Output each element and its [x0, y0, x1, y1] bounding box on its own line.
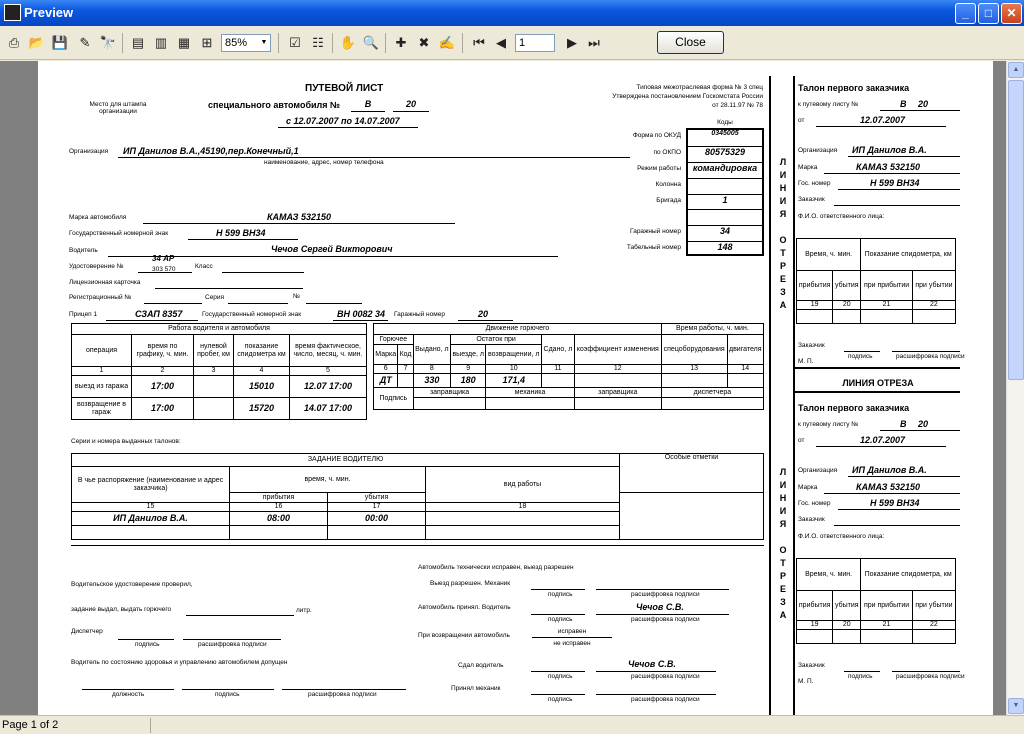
stub-fio-label: Ф.И.О. ответственного лица: [798, 213, 885, 220]
cut-letter: О [779, 545, 787, 555]
cut-letter: И [779, 480, 787, 490]
scroll-thumb[interactable] [1008, 80, 1024, 380]
health-label: Водитель по состоянию здоровья и управлению автомобилем допущен [71, 659, 288, 666]
cut-letter: Е [779, 274, 786, 284]
liters-label: литр. [296, 607, 312, 614]
code-value: командировка [692, 163, 758, 173]
page-number-input[interactable] [515, 34, 555, 52]
code-label: по ОКПО [653, 149, 681, 156]
stub-table: Время, ч. мин. Показание спидометра, км прибытия убытия при прибытии при убытии 19 20 21 22 [796, 558, 956, 644]
find-icon[interactable]: 🔭 [99, 35, 117, 50]
codes-header: Коды [717, 119, 733, 126]
tech-ok-label: Автомобиль технически исправен, выезд разрешен [418, 564, 574, 571]
cut-letter [777, 531, 789, 544]
license-label: Удостоверение № [69, 263, 124, 270]
title-bar [0, 0, 1024, 26]
doc-number: 20 [405, 99, 416, 109]
table-row: выезд из гаража 17:00 15010 12.07 17:00 [72, 376, 367, 398]
cut-letter: Е [779, 584, 786, 594]
close-window-button[interactable]: ✕ [1001, 3, 1022, 24]
stub-cust-label: Заказчик [798, 196, 825, 203]
open-icon[interactable]: 📂 [28, 35, 46, 50]
cut-letter: И [779, 170, 787, 180]
task-label: задание выдал, выдать горючего [71, 606, 172, 613]
doc-series: В [364, 99, 372, 109]
document-page: Место для штампа организации ПУТЕВОЙ ЛИСТ специального автомобиля № В 20 с 12.07.2007 по 14.07.2007 Типовая межотраслевая форма № 3 спец Утверждена постановлением Госкомстата России от 28.11.97 № 78 Коды Форма по ОКУД 0345005 по ОКПО 80575329 Режим работы командировка Колонна Бригада 1 Гаражный номер 34 Табельный номер 148 Организация ИП Данилов В.А.,45190,пер.Конечный,1 наименование, адрес, номер телефона Марка автомобиля КАМАЗ 532150 Государственный номерной знак Н 599 ВН34 Водитель Чечов Сергей Викторович Удостоверение № 34 АР 303 570 Класс Лицензионная карточка Регистрационный № Серия № Прицеп 1 СЗАП 8357 Государственный номерной знак ВН 0082 34 Гаражный номер 20 Работа водителя и автомобиля операция время по графику, ч. мин. нулевой пробег, км показание спидометра км время фактическое, число, месяц, ч. мин. 1 2 3 4 5 выезд из гаража 17:00 15010 12.07 17:00 возвращение в гараж 17:00 15720 14.07 17:00 Движение горючего Время работы, ч. мин. Горючее Выдано, л Остаток при Сдано, л коэффициент изменения спецоборудования двигателя Марка Код выезде, л возвращении, л 6 7 8 9 10 11 12 13 14 ДТ 330 180 171,4 Подпись заправщика механика заправщика диспетчера Серии и номера выданных талонов: ЗАДАНИЕ ВОДИТЕЛЮ Особые отметки В чье распоряжение (наименование и адрес заказчика) время, ч. мин. вид работы прибытия убытия 15 16 17 18 ИП Данилов В.А. 08:00 00:00 Автомобиль технически исправен, выезд разрешен Выезд разрешен. Механик подпись расшифровка подписи Автомобиль принял. Водитель подпись Чечов С.В. расшифровка подписи При возвращении автомобиль исправен не исправен Сдал водитель подпись Чечов С.В. расшифровка подписи Принял механик подпись расшифровка подписи Водительское удостоверение проверил, задание выдал, выдать горючего литр. Диспетчер подпись расшифровка подписи Водитель по состоянию здоровья и управлению автомобилем допущен должность подпись расшифровка подписи Л И Н И Я О Т Р Е З А Л И Н И Я О Т Р Е З А Талон первого заказчика к путевому листу № В 20 от 12.07.2007 Организация ИП Данилов В.А. Марка КАМАЗ 532150 Гос. номер Н 599 ВН34 Заказчик Ф.И.О. ответственного лица: Время, ч. мин. Показание спидометра, км прибытия убытия при прибытии при убытии 19 20 21 22 Заказчик подпись расшифровка подписи М. П. ЛИНИЯ ОТРЕЗА Талон первого заказчика к путевому листу № В 20 от 12.07.2007 Организация ИП Данилов В.А. Марка КАМАЗ 532150 Гос. номер Н 599 ВН34 Заказчик Ф.И.О. ответственного лица: Время, ч. мин. Показание спидометра, км прибытия убытия при прибытии при убытии 19 20 21 22 Заказчик подпись расшифровка подписи М. П. [38, 61, 993, 715]
code-label: Гаражный номер [630, 228, 681, 235]
stub-org-label: Организация [798, 147, 838, 154]
allowed-label: Выезд разрешен. Механик [430, 580, 511, 587]
two-pages-icon[interactable]: ▦ [177, 35, 191, 50]
driver-work-table: Работа водителя и автомобиля операция время по графику, ч. мин. нулевой пробег, км показание спидометра км время фактическое, число, месяц, ч. мин. 1 2 3 4 5 выезд из гаража 17:00 15010 12.07 17:00 возвращение в гараж 17:00 15720 14.07 17:00 [71, 323, 367, 420]
license-value-2: 303 570 [152, 266, 176, 273]
no-label: № [293, 293, 300, 300]
cut-letter: А [779, 610, 787, 620]
cut-letter: Р [779, 261, 786, 271]
app-icon [4, 4, 21, 21]
t1-head: Работа водителя и автомобиля [72, 324, 367, 335]
close-button[interactable]: Close [657, 31, 724, 54]
stub-title: Талон первого заказчика [798, 403, 910, 413]
stub-mp: М. П. [798, 358, 814, 365]
t1-col: время по графику, ч. мин. [132, 335, 194, 367]
t1-col: показание спидометра км [234, 335, 290, 367]
code-label: Режим работы [637, 165, 681, 172]
code-value: 1 [722, 195, 728, 205]
driver-value: Чечов Сергей Викторович [271, 244, 393, 254]
reg-label: Регистрационный № [69, 294, 132, 301]
code-label: Колонна [655, 181, 681, 188]
disp-label: Диспетчер [71, 628, 103, 635]
cut-letter: Л [779, 157, 787, 167]
cut-letter: З [780, 597, 786, 607]
first-page-icon[interactable]: ⏮ [473, 35, 485, 50]
save-icon[interactable]: 💾 [51, 35, 69, 50]
table-row: возвращение в гараж 17:00 15720 14.07 17:00 [72, 398, 367, 420]
driver-label: Водитель [69, 247, 98, 254]
handed-label: Сдал водитель [458, 662, 504, 669]
garage-label: Гаражный номер [394, 311, 445, 318]
class-label: Класс [195, 263, 213, 270]
form-note: Типовая межотраслевая форма № 3 спец Утверждена постановлением Госкомстата России от 28.11.97 № 78 [612, 84, 763, 109]
stub-to-label: к путевому листу № [798, 101, 859, 108]
ok-label: исправен [557, 628, 587, 635]
task-table: ЗАДАНИЕ ВОДИТЕЛЮ Особые отметки В чье распоряжение (наименование и адрес заказчика) время, ч. мин. вид работы прибытия убытия 15 16 17 18 ИП Данилов В.А. 08:00 00:00 [71, 453, 764, 540]
stub-fio-label: Ф.И.О. ответственного лица: [798, 533, 885, 540]
fuel-table: Движение горючего Время работы, ч. мин. Горючее Выдано, л Остаток при Сдано, л коэффициент изменения спецоборудования двигателя Марка Код выезде, л возвращении, л 6 7 8 9 10 11 12 13 14 ДТ 330 180 171,4 Подпись заправщика механика заправщика диспетчера [373, 323, 764, 410]
trailer-value: СЗАП 8357 [135, 309, 183, 319]
org-label: Организация [69, 148, 109, 155]
cut-letter: И [779, 506, 787, 516]
multiple-pages-icon[interactable]: ⊞ [201, 35, 213, 50]
hand-icon[interactable]: ✋ [339, 35, 357, 50]
code-label: Бригада [656, 197, 681, 204]
stub-date: 12.07.2007 [860, 435, 906, 445]
t1-col: время фактическое, число, месяц, ч. мин. [290, 335, 367, 367]
coupons-label: Серии и номера выданных талонов: [71, 438, 181, 445]
code-value: 148 [717, 242, 733, 252]
car-value: КАМАЗ 532150 [267, 212, 332, 222]
cut-letter: Я [779, 519, 787, 529]
vertical-scrollbar[interactable] [1006, 61, 1024, 715]
stub-plate: Н 599 ВН34 [870, 178, 920, 188]
cut-letter: Т [780, 248, 786, 258]
cut-line-text-2 [777, 466, 789, 622]
cut-letter: Н [779, 493, 787, 503]
delete-page-icon[interactable]: ✖ [418, 35, 430, 50]
org-value: ИП Данилов В.А.,45190,пер.Конечный,1 [123, 146, 299, 156]
stub-plate-label: Гос. номер [798, 500, 831, 507]
edit-icon[interactable]: ☑ [289, 35, 301, 50]
serie-label: Серия [205, 294, 225, 301]
scroll-up-icon[interactable]: ▲ [1008, 62, 1024, 78]
stub-title: Талон первого заказчика [798, 83, 910, 93]
stub-car: КАМАЗ 532150 [856, 482, 921, 492]
stub-cust-label: Заказчик [798, 516, 825, 523]
stub-to-label: к путевому листу № [798, 421, 859, 428]
stub-car: КАМАЗ 532150 [856, 162, 921, 172]
stub-num: 20 [918, 99, 929, 109]
accepted-label: Автомобиль принял. Водитель [418, 604, 511, 611]
code-label: Форма по ОКУД [632, 132, 681, 139]
minimize-button[interactable]: _ [955, 3, 976, 24]
preview-viewport[interactable] [0, 61, 1006, 715]
page-count: Page 1 of 2 [2, 719, 59, 731]
edit-page-icon[interactable]: ✍ [438, 35, 456, 50]
stub-plate-label: Гос. номер [798, 180, 831, 187]
cut-letter: Л [779, 467, 787, 477]
stub-mp: М. П. [798, 678, 814, 685]
code-value: 80575329 [704, 147, 746, 157]
stub-from-label: от [798, 117, 805, 124]
stub-1: Талон первого заказчика к путевому листу № В 20 от 12.07.2007 Организация ИП Данилов В.А. Марка КАМАЗ 532150 Гос. номер Н 599 ВН34 Заказчик Ф.И.О. ответственного лица: Время, ч. мин. Показание спидометра, км прибытия убытия при прибытии при убытии 19 20 21 22 Заказчик подпись расшифровка подписи М. П. [798, 83, 965, 365]
stub-table: Время, ч. мин. Показание спидометра, км прибытия убытия при прибытии при убытии 19 20 21 22 [796, 238, 956, 324]
stub-car-label: Марка [798, 164, 818, 171]
status-bar [0, 715, 1024, 734]
notok-label: не исправен [553, 640, 591, 647]
maximize-button[interactable]: □ [978, 3, 999, 24]
lic-card-label: Лицензионная карточка [69, 279, 141, 286]
license-value: 34 АР [152, 254, 175, 263]
stub-num: 20 [918, 419, 929, 429]
stub-plate: Н 599 ВН34 [870, 498, 920, 508]
code-value: 0345005 [711, 130, 739, 137]
one-page-icon[interactable]: ▤ [131, 35, 145, 50]
print-icon[interactable]: ⎙ [8, 35, 20, 50]
scroll-down-icon[interactable]: ▼ [1008, 698, 1024, 714]
cut-letter: Т [780, 558, 786, 568]
cut-letter: А [779, 300, 787, 310]
page-width-icon[interactable]: ▥ [154, 35, 168, 50]
cut-letter: Р [779, 571, 786, 581]
handed-name: Чечов С.В. [628, 659, 676, 669]
trailer-plate-value: ВН 0082 34 [337, 309, 386, 319]
prev-page-icon[interactable]: ◀ [496, 35, 506, 50]
table-row: ИП Данилов В.А. 08:00 00:00 [72, 512, 764, 526]
stub-org-label: Организация [798, 467, 838, 474]
garage-value: 20 [478, 309, 489, 319]
stub-series: В [900, 99, 907, 109]
on-return-label: При возвращении автомобиль [418, 632, 510, 639]
toolbar [0, 26, 1024, 60]
stub-2: Талон первого заказчика к путевому листу № В 20 от 12.07.2007 Организация ИП Данилов В.А. Марка КАМАЗ 532150 Гос. номер Н 599 ВН34 Заказчик Ф.И.О. ответственного лица: Время, ч. мин. Показание спидометра, км прибытия убытия при прибытии при убытии 19 20 21 22 Заказчик подпись расшифровка подписи М. П. [798, 403, 965, 685]
doc-subtitle: специального автомобиля № [208, 100, 341, 110]
checked-label: Водительское удостоверение проверил, [71, 581, 193, 588]
cut-letter: Н [779, 183, 787, 193]
new-page-icon[interactable]: ✚ [395, 35, 407, 50]
mech-label: Принял механик [451, 685, 501, 692]
cut-letter: И [779, 196, 787, 206]
cut-line-horizontal: ЛИНИЯ ОТРЕЗА [842, 378, 914, 388]
code-value: 34 [719, 226, 730, 236]
stub-date: 12.07.2007 [860, 115, 906, 125]
cut-letter: З [780, 287, 786, 297]
stub-car-label: Марка [798, 484, 818, 491]
cut-line-text-1 [777, 156, 789, 312]
stamp-place: Место для штампа организации [89, 101, 147, 115]
window-title: Preview [24, 5, 74, 20]
cut-letter: Я [779, 209, 787, 219]
last-page-icon[interactable]: ⏭ [588, 35, 600, 50]
table-row: ДТ 330 180 171,4 [374, 374, 764, 388]
stub-org: ИП Данилов В.А. [852, 465, 927, 475]
car-label: Марка автомобиля [69, 214, 127, 221]
outline-icon[interactable]: ☷ [312, 35, 324, 50]
zoom-select[interactable]: 85% ▼ [221, 34, 271, 52]
stub-org: ИП Данилов В.А. [852, 145, 927, 155]
doc-title: ПУТЕВОЙ ЛИСТ [305, 83, 384, 94]
page-setup-icon[interactable]: ✎ [79, 35, 91, 50]
plate-value: Н 599 ВН34 [216, 228, 266, 238]
cut-letter [777, 221, 789, 234]
plate-label: Государственный номерной знак [69, 230, 169, 237]
org-note: наименование, адрес, номер телефона [264, 159, 384, 166]
zoom-icon[interactable]: 🔍 [362, 35, 380, 50]
trailer-plate-label: Государственный номерной знак [202, 311, 302, 318]
cut-letter: О [779, 235, 787, 245]
t1-col: операция [72, 335, 132, 367]
code-label: Табельный номер [626, 244, 681, 251]
stub-from-label: от [798, 437, 805, 444]
stub-series: В [900, 419, 907, 429]
accepted-name: Чечов С.В. [636, 602, 684, 612]
next-page-icon[interactable]: ▶ [567, 35, 577, 50]
doc-period: с 12.07.2007 по 14.07.2007 [286, 116, 400, 126]
trailer-label: Прицеп 1 [69, 311, 98, 318]
t1-col: нулевой пробег, км [194, 335, 234, 367]
chevron-down-icon: ▼ [260, 39, 268, 46]
